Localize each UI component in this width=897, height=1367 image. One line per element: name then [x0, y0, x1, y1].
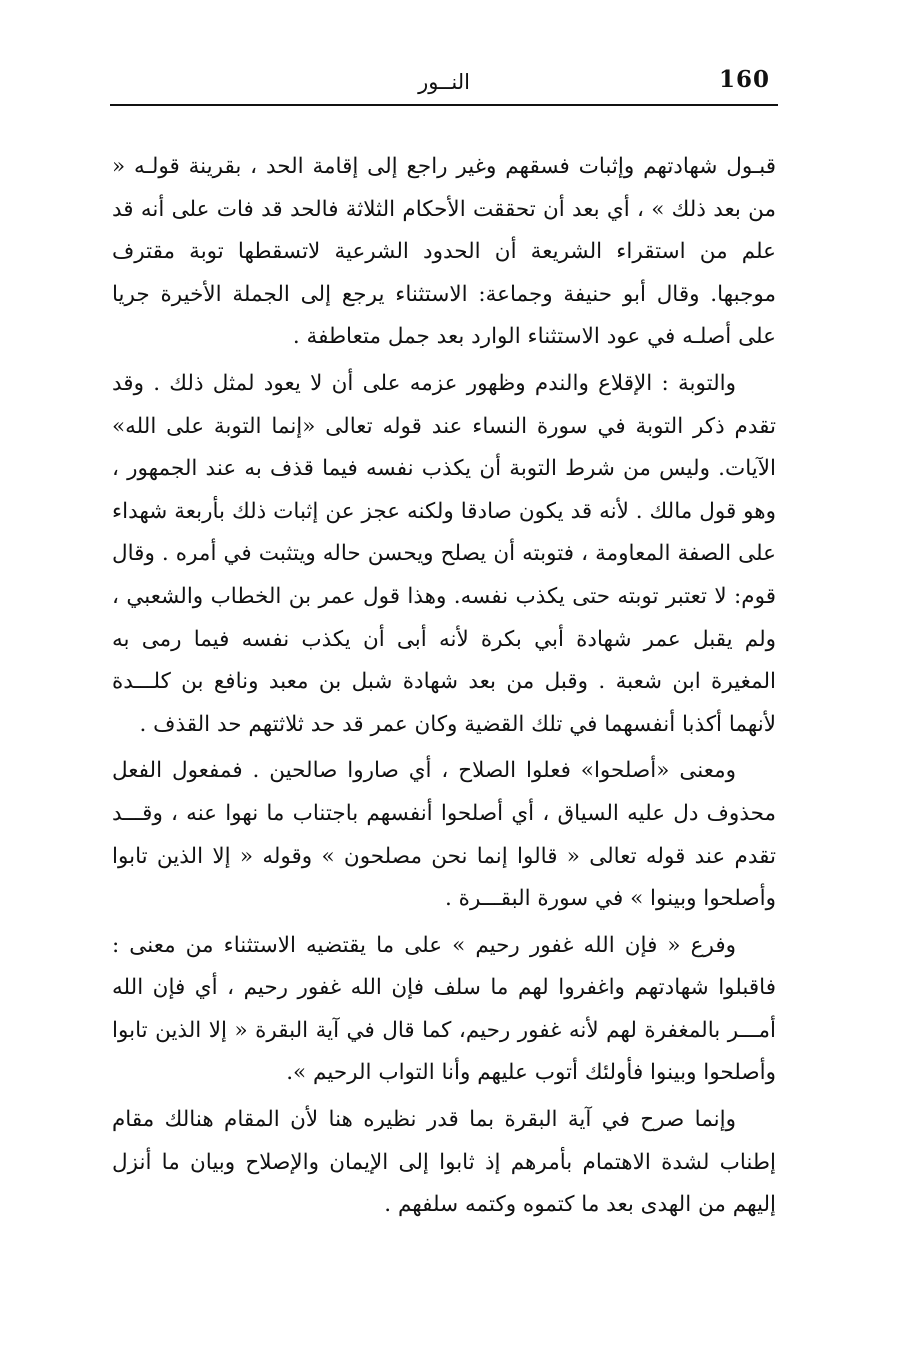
paragraph: قبـول شهادتهم وإثبات فسقهم وغير راجع إلى إقامة الحد ، بقرينة قولـه « من بعد ذلك » ، أي بعد أن تحققت الأحكام الثلاثة فالحد قد فات على أنه قد علم من استقراء الشريعة أن الحدود الشرعية لاتسقطها توبة مقترف موجبها. وقال أبو حنيفة وجماعة: الاستثناء يرجع إلى الجملة الأخيرة جريا على أصلـه في عود الاستثناء الوارد بعد جمل متعاطفة . — [112, 154, 776, 350]
body-text — [112, 146, 776, 1227]
page-number: 160 — [718, 66, 770, 93]
paragraph: وفرع « فإن الله غفور رحيم » على ما يقتضيه الاستثناء من معنى : فاقبلوا شهادتهم واغفروا لهم ما سلف فإن الله غفور رحيم ، أي فإن الله أمـــر بالمغفرة لهم لأنه غفور رحيم، كما قال في آية البقرة « إلا الذين تابوا وأصلحوا وبينوا فأولئك أتوب عليهم وأنا التواب الرحيم ». — [112, 932, 776, 1086]
paragraph: والتوبة : الإقلاع والندم وظهور عزمه على أن لا يعود لمثل ذلك . وقد تقدم ذكر التوبة في سورة النساء عند قوله تعالى «إنما التوبة على الله» الآيات. وليس من شرط التوبة أن يكذب نفسه فيما قذف به عند الجمهور ، وهو قول مالك . لأنه قد يكون صادقا ولكنه عجز عن إثبات ذلك بأربعة شهداء على الصفة المعاومة ، فتوبته أن يصلح ويحسن حاله ويتثبت في أمره . وقال قوم: لا تعتبر توبته حتى يكذب نفسه. وهذا قول عمر بن الخطاب والشعبي ، ولم يقبل عمر شهادة أبي بكرة لأنه أبى أن يكذب نفسه فيما رمى به المغيرة ابن شعبة . وقبل من بعد شهادة شبل بن معبد ونافع بن كلـــدة لأنهما أكذبا أنفسهما في تلك القضية وكان عمر قد حد ثلاثتهم حد القذف . — [112, 370, 776, 737]
surah-title: النــور — [418, 70, 470, 94]
header-divider — [110, 104, 778, 106]
page-header — [110, 62, 778, 102]
paragraph: ومعنى «أصلحوا» فعلوا الصلاح ، أي صاروا صالحين . فمفعول الفعل محذوف دل عليه السياق ، أي أصلحوا أنفسهم باجتناب ما نهوا عنه ، وقـــد تقدم عند قوله تعالى « قالوا إنما نحن مصلحون » وقوله « إلا الذين تابوا وأصلحوا وبينوا » في سورة البقـــرة . — [112, 758, 776, 912]
paragraph: وإنما صرح في آية البقرة بما قدر نظيره هنا لأن المقام هنالك مقام إطناب لشدة الاهتمام بأمرهم إذ ثابوا إلى الإيمان والإصلاح وبيان ما أنزل إليهم من الهدى بعد ما كتموه وكتمه سلفهم . — [112, 1107, 776, 1218]
